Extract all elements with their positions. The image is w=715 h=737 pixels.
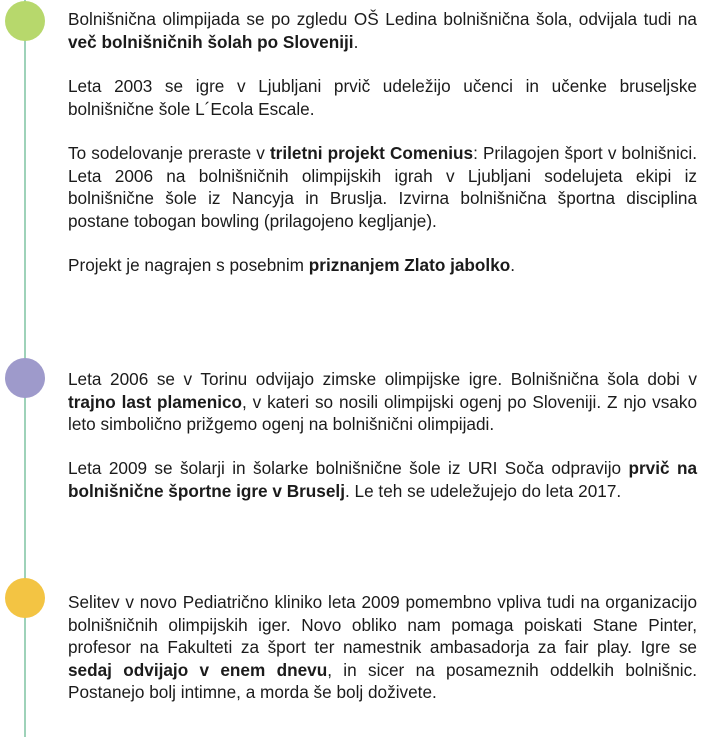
timeline-dot-purple [5, 358, 45, 398]
timeline-dot-green [5, 1, 45, 41]
text: Projekt je nagrajen s posebnim [68, 255, 309, 275]
text: . [353, 31, 359, 52]
text: Leta 2006 se v Torinu odvijajo zimske olimpijske igre. Bolnišnična šola dobi v [68, 369, 697, 389]
section1-paragraph4 [68, 254, 697, 277]
text: : Prilagojen šport v bolnišnici. Leta 2006 na bolnišničnih olimpijskih igrah v Ljubljani sodelujeta ekipi iz bolnišnične šole iz Nancyja in Bruslja. Izvirna bolnišnična športna disciplina postane tobogan bowling (prilagojeno kegljanje). [68, 143, 697, 231]
section1-paragraph1 [68, 8, 697, 53]
highlight-text: prvič na bolnišnične športne igre v Bruselj [68, 458, 697, 501]
timeline-dot-yellow [5, 578, 45, 618]
section1-paragraph2 [68, 75, 697, 120]
highlight-text: več bolnišničnih šolah po Sloveniji [68, 31, 354, 52]
highlight-text: priznanjem Zlato jabolko [308, 255, 511, 275]
section2-paragraph2 [68, 457, 697, 502]
text: , in sicer na posameznih oddelkih bolnišnic. Postanejo bolj intimne, a morda še bolj doživete. [68, 659, 697, 702]
text: . Le teh se udeležujejo do leta 2017. [344, 480, 622, 501]
highlight-text: triletni projekt Comenius [269, 143, 474, 163]
text: , v kateri so nosili olimpijski ogenj po Sloveniji. Z njo vsako leto simbolično prižgemo ogenj na bolnišnični olimpijadi. [68, 391, 697, 434]
section2-paragraph1 [68, 368, 697, 436]
text: Leta 2003 se igre v Ljubljani prvič udeležijo učenci in učenke bruseljske bolnišnične šole L´Ecola Escale. [68, 76, 697, 119]
highlight-text: sedaj odvijajo v enem dnevu [68, 659, 328, 680]
text: Selitev v novo Pediatrično kliniko leta 2009 pomembno vpliva tudi na organizacijo bolnišničnih olimpijskih iger. Novo obliko nam pomaga poiskati Stane Pinter, profesor na Fakulteti za šport ter namestnik ambasadorja za fair play. Igre se [68, 592, 697, 657]
section3-paragraph1 [68, 591, 697, 704]
section1-paragraph3 [68, 142, 697, 232]
highlight-text: trajno last plamenico [68, 391, 243, 412]
text: Leta 2009 se šolarji in šolarke bolnišnične šole iz URI Soča odpravijo [68, 458, 629, 478]
text: . [510, 255, 516, 275]
text: Bolnišnična olimpijada se po zgledu OŠ Ledina bolnišnična šola, odvijala tudi na [68, 9, 697, 29]
text: To sodelovanje preraste v [68, 143, 270, 163]
